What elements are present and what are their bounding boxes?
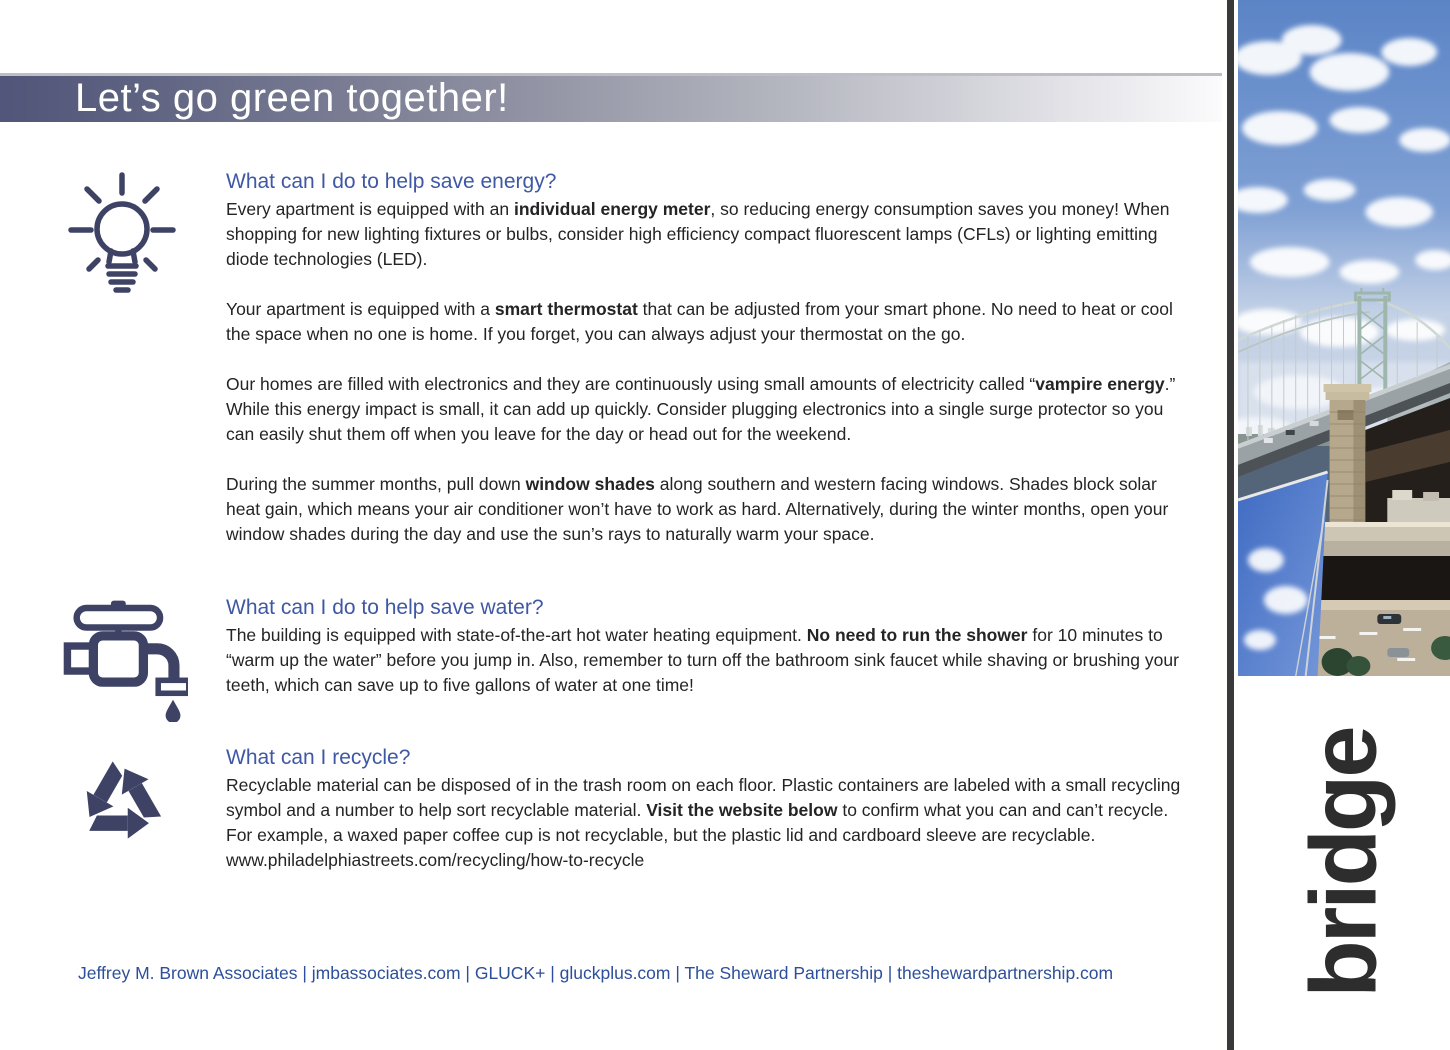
- energy-paragraph-1: Every apartment is equipped with an individual energy meter, so reducing energy consumption saves you money! When shopping for new lighting fixtures or bulbs, consider high efficiency compact fluorescent lamps (CFLs) or lighting emitting diode technologies (LED).: [226, 199, 1170, 269]
- faucet-icon-svg: [58, 596, 188, 722]
- footer: [78, 963, 1188, 984]
- energy-paragraph-3: Our homes are filled with electronics and they are continuously using small amounts of electricity called “vampire energy.” While this energy impact is small, it can add up quickly. Consider plugging electronics into a single surge protector so you can easily shut them off when you leave for the day or head out for the weekend.: [226, 374, 1176, 444]
- lightbulb-icon: [62, 168, 182, 308]
- bridge-wordmark: [1238, 676, 1450, 1050]
- recycle-paragraph-1: Recyclable material can be disposed of in the trash room on each floor. Plastic containers are labeled with a small recycling symbol and a number to help sort recyclable material. Visit the website below to confirm what you can and can’t recycle. For example, a waxed paper coffee cup is not recyclable, but the plastic lid and cardboard sleeve are recyclable. www.philadelphiastreets.com/recycling/how-to-recycle: [226, 775, 1181, 870]
- section-water: [226, 596, 1184, 698]
- vertical-divider: [1227, 0, 1234, 1050]
- title-bar: [0, 76, 1222, 122]
- energy-paragraph-4: During the summer months, pull down window shades along southern and western facing windows. Shades block solar heat gain, which means your air conditioner won’t have to work as hard. Alternatively, during the winter months, open your window shades during the day and use the sun’s rays to naturally warm your space.: [226, 474, 1169, 544]
- page-title: Let’s go green together!: [75, 76, 509, 120]
- section-recycle: [226, 746, 1184, 873]
- bridge-wordmark-text: bridge: [1291, 728, 1397, 998]
- bridge-photo-svg: [1238, 0, 1450, 676]
- section-energy: [226, 170, 1184, 547]
- lightbulb-icon-svg: [62, 168, 182, 308]
- faucet-icon: [58, 596, 188, 722]
- bridge-photo: [1238, 0, 1450, 676]
- section-recycle-heading: What can I recycle?: [226, 746, 411, 769]
- footer-text: Jeffrey M. Brown Associates | jmbassociates.com | GLUCK+ | gluckplus.com | The Sheward Partnership | theshewardpartnership.com: [78, 963, 1114, 983]
- section-energy-heading: What can I do to help save energy?: [226, 170, 557, 193]
- recycle-icon-svg: [62, 748, 180, 854]
- section-water-heading: What can I do to help save water?: [226, 596, 544, 619]
- water-paragraph-1: The building is equipped with state-of-the-art hot water heating equipment. No need to run the shower for 10 minutes to “warm up the water” before you jump in. Also, remember to turn off the bathroom sink faucet while shaving or brushing your teeth, which can save up to five gallons of water at one time!: [226, 625, 1179, 695]
- recycle-icon: [62, 748, 180, 854]
- energy-paragraph-2: Your apartment is equipped with a smart thermostat that can be adjusted from your smart phone. No need to heat or cool the space when no one is home. If you forget, you can always adjust your thermostat on the go.: [226, 299, 1173, 344]
